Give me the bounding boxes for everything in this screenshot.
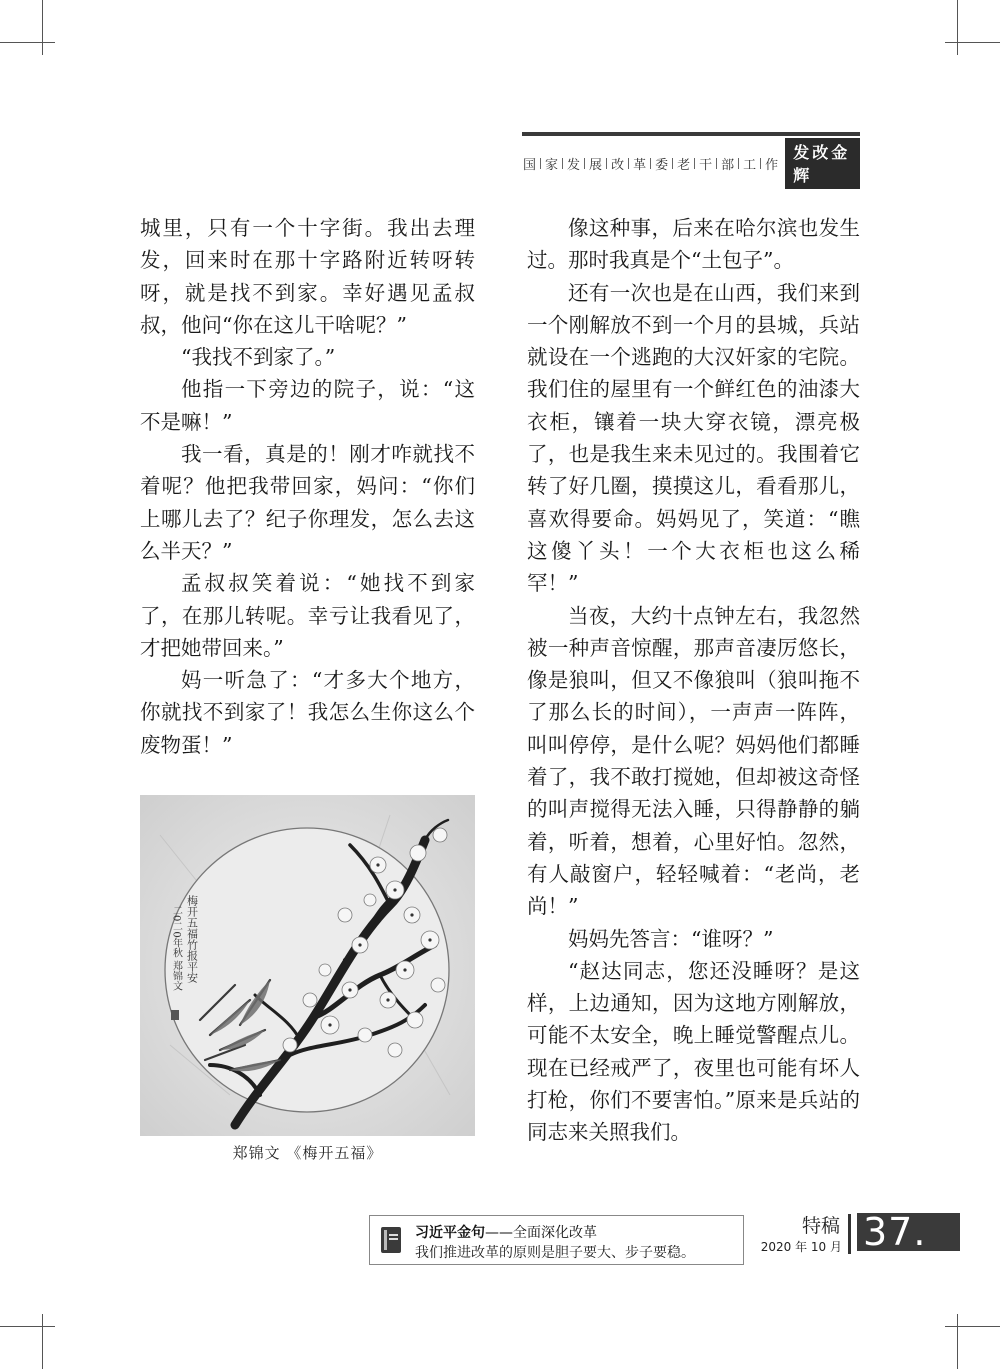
crop-mark [0,1326,55,1327]
painting-inscription: 梅开五福竹报平安 [185,895,199,983]
crop-mark [42,0,43,55]
body-paragraph: 还有一次也是在山西，我们来到一个刚解放不到一个月的县城，兵站就设在一个逃跑的大汉奸家的宅院。我们住的屋里有一个鲜红色的油漆大衣柜，镶着一块大穿衣镜，漂亮极了，也是我生来未见过的。我围着它转了好几圈，摸摸这儿，看看那儿，喜欢得要命。妈妈见了，笑道：“瞧这傻丫头！一个大衣柜也这么稀罕！” [527,280,860,596]
header-separator [760,158,761,169]
header-category-char: 家 [545,157,559,173]
quote-title [415,1222,597,1242]
footer-date: 2020 年 10 月 [760,1240,842,1254]
painting-artwork [140,795,475,1136]
header-category-char: 老 [677,157,691,173]
header-rule [522,132,860,136]
running-header [522,142,860,185]
painting-caption: 郑锦文 《梅开五福》 [232,1144,383,1162]
crop-mark [945,1326,1000,1327]
footer-section-label: 特稿 [801,1215,840,1237]
header-separator [606,158,607,169]
body-paragraph: 我一看，真是的！刚才咋就找不着呢？他把我带回家，妈问：“你们上哪儿去了？纪子你理发，怎么去这么半天？” [140,442,475,563]
painting-signature: 二0二0年秋 郑锦文 [170,905,182,991]
header-category-char: 委 [655,157,669,173]
header-category-char: 发 [567,157,581,173]
quote-box [369,1215,744,1265]
header-separator [628,158,629,169]
body-paragraph: 他指一下旁边的院子，说：“这不是嘛！” [140,377,475,434]
seal-stamp [171,1010,179,1020]
body-paragraph: 像这种事，后来在哈尔滨也发生过。那时我真是个“土包子”。 [527,216,860,273]
body-paragraph: “赵达同志，您还没睡呀？是这样，上边通知，因为这地方刚解放，可能不太安全，晚上睡觉警醒点儿。现在已经戒严了，夜里也可能有坏人打枪，你们不要害怕。”原来是兵站的同志来关照我们。 [527,958,860,1145]
page-number: 37. [857,1213,960,1251]
crop-mark [42,1314,43,1369]
body-paragraph: 妈一听急了：“才多大个地方，你就找不到家了！我怎么生你这么个废物蛋！” [140,668,475,757]
header-category-list [522,154,779,173]
header-category-char: 国 [523,157,537,173]
body-paragraph: 孟叔叔笑着说：“她找不到家了，在那儿转呢。幸亏让我看见了，才把她带回来。” [140,571,475,660]
quote-title-main: 习近平金句 [415,1225,485,1241]
crop-mark [0,42,55,43]
body-paragraph: 城里，只有一个十字街。我出去理发，回来时在那十字路附近转呀转呀，就是找不到家。幸好遇见孟叔叔，他问“你在这儿干啥呢？” [140,216,475,337]
header-separator [694,158,695,169]
header-category-char: 部 [721,157,735,173]
header-separator [562,158,563,169]
footer-divider [848,1214,851,1254]
right-text-column [527,212,860,1149]
header-category-char: 工 [743,157,757,173]
header-separator [738,158,739,169]
book-icon [380,1226,402,1254]
body-paragraph: 当夜，大约十点钟左右，我忽然被一种声音惊醒，那声音凄厉悠长，像是狼叫，但又不像狼叫（狼叫拖不了那么长的时间），一声声一阵阵，叫叫停停，是什么呢？妈妈他们都睡着了，我不敢打搅她，但却被这奇怪的叫声搅得无法入睡，只得静静的躺着，听着，想着，心里好怕。忽然，有人敲窗户，轻轻喊着：“老尚，老尚！” [527,603,860,919]
brand-label: 发改金辉 [785,138,860,189]
header-separator [672,158,673,169]
header-separator [716,158,717,169]
header-category-char: 革 [633,157,647,173]
crop-mark [945,42,1000,43]
header-category-char: 展 [589,157,603,173]
body-paragraph: 妈妈先答言：“谁呀？” [568,926,774,951]
header-separator [540,158,541,169]
quote-body: 我们推进改革的原则是胆子要大、步子要稳。 [415,1245,695,1261]
plum-blossom-painting [140,795,475,1136]
header-separator [584,158,585,169]
header-category-char: 作 [765,157,779,173]
header-category-char: 改 [611,157,625,173]
quote-subtitle: ——全面深化改革 [485,1225,597,1241]
body-paragraph: “我找不到家了。” [181,345,336,370]
header-category-char: 干 [699,157,713,173]
crop-mark [957,0,958,55]
header-separator [650,158,651,169]
left-text-column [140,212,475,761]
crop-mark [957,1314,958,1369]
